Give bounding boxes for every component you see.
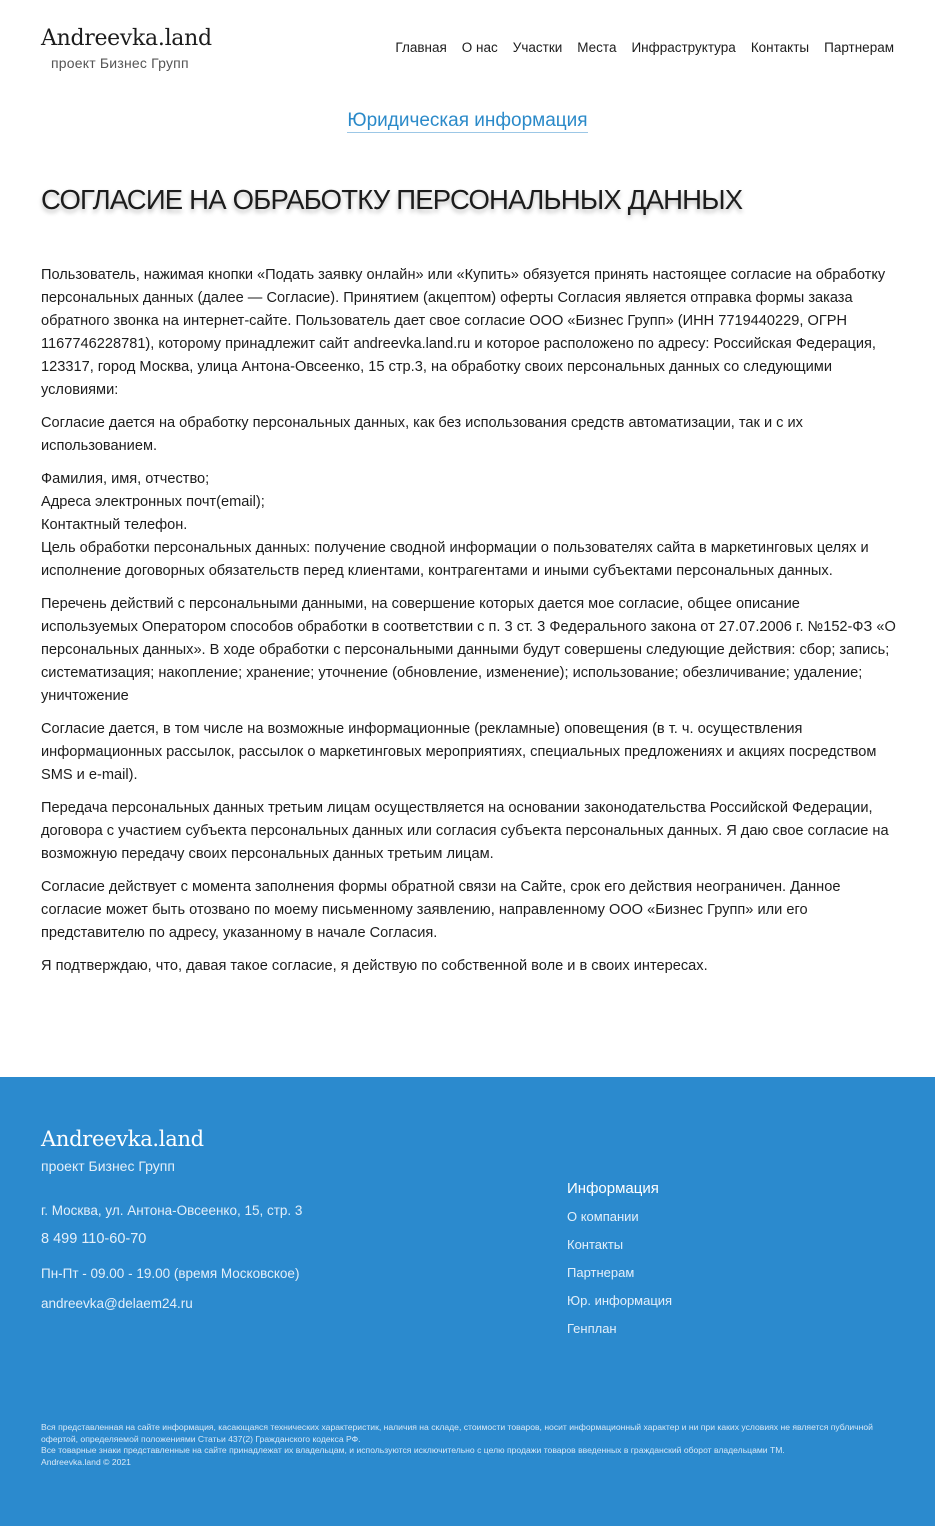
logo-title: Andreevka.land <box>41 26 212 51</box>
footer-phone-link[interactable]: 8 499 110-60-70 <box>41 1231 147 1247</box>
footer-link-legal[interactable]: Юр. информация <box>567 1293 673 1308</box>
footer-link-contacts[interactable]: Контакты <box>567 1237 624 1252</box>
footer-link-masterplan[interactable]: Генплан <box>567 1321 617 1336</box>
document-body <box>41 264 899 988</box>
footer-info-menu <box>567 1180 672 1343</box>
footer-menu-title: Информация <box>567 1180 659 1197</box>
nav-infrastructure[interactable]: Инфраструктура <box>631 40 736 55</box>
legal-info-section <box>0 110 935 132</box>
paragraph-validity: Согласие действует с момента заполнения формы обратной связи на Сайте, срок его действия неограничен. Данное согласие может быть отозвано по моему письменному заявлению, направленному ООО «Бизнес Групп» или его представителю по адресу, указанному в начале Согласия. <box>41 879 841 941</box>
data-list <box>41 468 899 583</box>
disclaimer-offer: Вся представленная на сайте информация, касающаяся технических характеристик, наличия на складе, стоимости товаров, носит информационный характер и ни при каких условиях не является публичной офертой, определяемой положениями Статьи 437(2) Гражданского кодекса РФ. <box>41 1422 873 1444</box>
nav-contacts[interactable]: Контакты <box>750 40 810 55</box>
list-item: Адреса электронных почт(email); <box>41 494 265 510</box>
nav-places[interactable]: Места <box>577 40 617 55</box>
list-item: Цель обработки персональных данных: получение сводной информации о пользователях сайта в маркетинговых целях и исполнение договорных обязательств перед клиентами, контрагентами и иными субъектами персональных данных. <box>41 540 869 579</box>
nav-home[interactable]: Главная <box>395 40 447 55</box>
paragraph-scope: Согласие дается на обработку персональных данных, как без использования средств автоматизации, так и с их использованием. <box>41 415 803 454</box>
legal-info-link[interactable]: Юридическая информация <box>347 110 588 131</box>
nav-partners[interactable]: Партнерам <box>824 40 894 55</box>
footer-disclaimer <box>41 1422 891 1468</box>
page-title: СОГЛАСИЕ НА ОБРАБОТКУ ПЕРСОНАЛЬНЫХ ДАННЫХ <box>41 184 743 215</box>
list-item: Контактный телефон. <box>41 517 188 533</box>
footer-logo-subtitle: проект Бизнес Групп <box>41 1158 175 1174</box>
footer-hours: Пн-Пт - 09.00 - 19.00 (время Московское) <box>41 1266 300 1281</box>
footer-address: г. Москва, ул. Антона-Овсеенко, 15, стр. 3 <box>41 1203 303 1218</box>
paragraph-confirmation: Я подтверждаю, что, давая такое согласие, я действую по собственной воле и в своих интересах. <box>41 958 708 974</box>
copyright: Andreevka.land © 2021 <box>41 1456 131 1467</box>
footer-link-about[interactable]: О компании <box>567 1209 639 1224</box>
nav-about[interactable]: О нас <box>461 40 498 55</box>
nav-plots[interactable]: Участки <box>512 40 563 55</box>
site-logo[interactable] <box>41 26 212 71</box>
list-item: Фамилия, имя, отчество; <box>41 471 210 487</box>
footer-logo[interactable]: Andreevka.land <box>41 1127 204 1151</box>
main-nav <box>395 40 894 55</box>
paragraph-third-parties: Передача персональных данных третьим лицам осуществляется на основании законодательства Российской Федерации, договора с участием субъекта персональных данных или согласия субъекта персональных данных. Я даю свое согласие на возможную передачу своих персональных данных третьим лицам. <box>41 800 889 862</box>
footer-link-partners[interactable]: Партнерам <box>567 1265 635 1280</box>
disclaimer-trademarks: Все товарные знаки представленные на сайте принадлежат их владельцам, и используются исключительно с целю продажи товаров введенных в гражданский оборот владельцами ТМ. <box>41 1445 785 1455</box>
paragraph-actions: Перечень действий с персональными данными, на совершение которых дается мое согласие, общее описание используемых Оператором способов обработки в соответствии с п. 3 ст. 3 Федерального закона от 27.07.2006 г. №152-ФЗ «О персональных данных». В ходе обработки с персональными данными будут совершены следующие действия: сбор; запись; систематизация; накопление; хранение; уточнение (обновление, изменение); использование; обезличивание; удаление; уничтожение <box>41 596 896 704</box>
paragraph-intro: Пользователь, нажимая кнопки «Подать заявку онлайн» или «Купить» обязуется принять настоящее согласие на обработку персональных данных (далее — Согласие). Принятием (акцептом) оферты Согласия является отправка формы заказа обратного звонка на интернет-сайте. Пользователь дает свое согласие ООО «Бизнес Групп» (ИНН 7719440229, ОГРН 1167746228781), которому принадлежит сайт andreevka.land.ru и которое расположено по адресу: Российская Федерация, 123317, город Москва, улица Антона-Овсеенко, 15 стр.3, на обработку своих персональных данных со следующими условиями: <box>41 267 886 398</box>
footer-email-link[interactable]: andreevka@delaem24.ru <box>41 1296 193 1311</box>
site-footer <box>0 1077 935 1526</box>
logo-subtitle: проект Бизнес Групп <box>51 55 189 71</box>
site-header <box>0 0 935 90</box>
paragraph-notifications: Согласие дается, в том числе на возможные информационные (рекламные) оповещения (в т. ч. осуществления информационных рассылок, рассылок о маркетинговых мероприятиях, специальных предложениях и акциях посредством SMS и e-mail). <box>41 721 877 783</box>
